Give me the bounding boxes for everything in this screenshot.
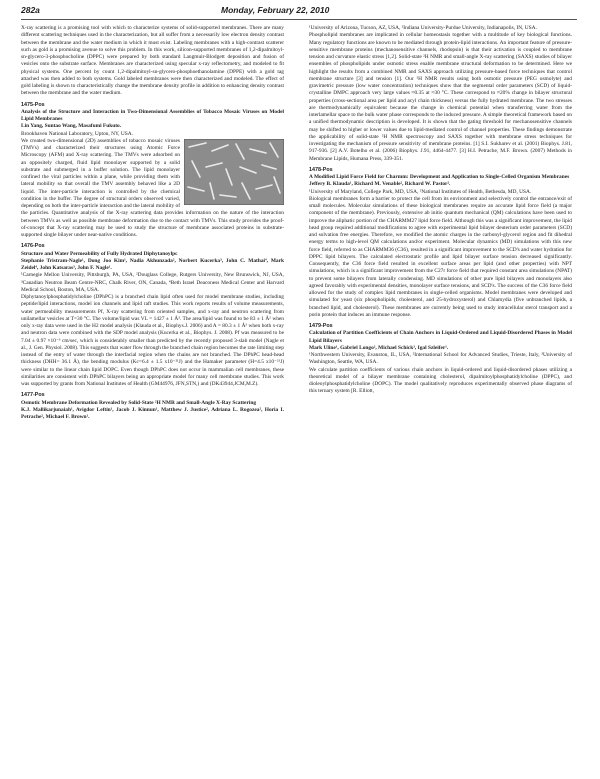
abstract-body: Biological membranes form a barrier to protect the cell from its environment and selectively control the entrance/exit of small molecules. Molecular simulations of these biological membranes require an accurate lipid force field (a major component of the membrane). Previously, extensive ab initio quantum mechanical (QM) calculations have been used to improve the aliphatic portion of the CHARMM27 lipid force field. Although this was a significant improvement, the lipid head group required additional modifications to agree with experimental lipid bilayer deuterium order parameters (SCD) and solvation free energies. Therefore, we modified the atomic charges in the carbonyl-glycerol region and fit dihedral energy terms to high-level QM calculations and/or experiment. Molecular dynamics (MD) simulations with this new force field, referred to as CHARMM36 (C36), resulted in a significant improvement to the SCD's and water hydration for DPPC lipid bilayers. The calculated electrostatic profile and lipid bilayer surface tension decreased significantly. Consequently, the C36 force field resulted in excellent surface areas per lipid (and other properties) with NPT simulations, which is a significant improvement from the C27r force field that required constant area simulations (NPAT) to prevent some bilayers from laterally condensing. MD simulations of other pure lipid bilayers and monolayers also agreed favorably with experimental densities, monolayer surface tensions, and SCD's. The success of the C36 force field allowed for the study of complex lipid membranes in single-celled organisms. Model membranes were developed and simulated for yeast (six phospholipids, cholesterol, and 25-hydroxysterol) and Chlamydia (five unbranched lipids, a branched lipid, and cholesterol). These membranes are currently being used to study intracellular sterol transport and a porin protein that induces an immune response. <box>309 195 572 318</box>
abstract-1479 <box>309 323 572 396</box>
abstract-number: 1476-Pos <box>21 243 45 250</box>
right-column <box>309 25 572 396</box>
abstract-affiliation: ¹University of Maryland, College Park, MD, USA, ²National Institutes of Health, Bethesda, MD, USA. <box>309 188 532 195</box>
abstract-title: Osmotic Membrane Deformation Revealed by Solid-State ²H NMR and Small-Angle X-Ray Scattering <box>21 399 257 406</box>
intro-paragraph: X-ray scattering is a promising tool with which to characterize systems of solid-supported membranes. There are many different scattering techniques used in the characterization, but all suffer from a necessarily low electron density contrast between the membrane and the water medium in which it must exist. Labeling membranes with a high-contrast scatterer such as gold is a promising avenue to solve this problem. In this work, silicon-supported membranes of 1,2-dipalmitoyl-sn-glycero-3-phosphocholine (DPPC) were prepared by both standard Langmuir-Blodgett deposition and fusion of vesicles onto the substrate surface. Membranes are characterized using specular x-ray reflectometry, and modeled to fit physical systems. One percent by count 1,2-dipalmitoyl-sn-glycero-phosphoethanolamine (DPPE) with a gold tag attached was then added to both systems. Gold labeled membranes were then characterized and modeled. The effect of gold labeling is shown to characteristically change the membrane density profile in addition to enhancing density contrast between the membrane and the water medium. <box>21 25 284 97</box>
abstract-body: We created two-dimensional (2D) assemblies of tobacco mosaic viruses (TMVs) and characterized their structures using Atomic Force Microscopy (AFM) and X-ray scattering. The TMVs were adsorbed on an oppositely charged, fluid lipid monolayer supported by a solid substrate and submerged in a buffer solution. The lipid monolayer confined the viral particles within a plane, while providing them with lateral mobility so that overall the TMV assembly behaved like a 2D liquid. The inter-particle interaction is controlled by the chemical condition in the buffer. The degree of structural orders observed varied, depending on both the inter-particle interaction and the lateral mobility of the particles. Quantitative analysis of the X-ray scattering data provides information on the nature of the interaction between TMVs as well as possible membrane deformation due to the contact with TMVs. This study provides the proof-of-concept that X-ray scattering may be used to study the structure of membrane associated proteins in substrate-supported single bilayer under near-native conditions. <box>21 137 284 238</box>
abstract-affiliation: ¹Northwestern University, Evanston, IL, USA, ²International School for Advanced Studies, Trieste, Italy, ³University of Washington, Seattle, WA, USA. <box>309 352 572 366</box>
abstract-authors: K.J. Mallikarjunaiah¹, Avigdor Leftin¹, Jacob J. Kinnun¹, Matthew J. Justice², Adriana L. Rogozea², Horia I. Petrache², Michael F. Brown¹. <box>21 406 284 420</box>
continuation-affiliation: ¹University of Arizona, Tucson, AZ, USA, ²Indiana University-Purdue University, Indianapolis, IN, USA. <box>309 25 537 31</box>
abstract-1477 <box>21 392 284 421</box>
abstract-title: A Modified Lipid Force Field for Charmm: Development and Application to Single-Celled Organism Membranes <box>309 174 570 180</box>
abstract-title: Analysis of the Structure and Interaction in Two-Dimensional Assemblies of Tobacco Mosaic Viruses on Model Lipid Membranes <box>21 108 284 122</box>
page-header <box>21 5 577 19</box>
abstract-number: 1475-Pos <box>21 101 45 108</box>
page-number: 282a <box>21 5 40 15</box>
issue-date: Monday, February 22, 2010 <box>221 5 330 15</box>
afm-figure <box>184 139 284 205</box>
abstract-body: We calculate partition coefficients of various chain anchors in liquid-ordered and liquid-disordered phases utilizing a theoretical model of a bilayer membrane containing cholesterol, dipalmitoylphosphatidylcholine (DPPC), and dioleoylphosphatidylcholine (DOPC). The model qualitatively reproduces experimentally observed phase diagrams of this ternary system [R. Elliott, <box>309 366 572 395</box>
abstract-authors: Jeffery B. Klauda¹, Richard M. Venable², Richard W. Pastor². <box>309 181 451 188</box>
continuation-body: Phospholipid membranes are implicated in cellular homeostasis together with a multitude of key biological functions. Many regulatory functions are known to be mediated through protein-lipid interactions. An important feature of pressure-sensitive membrane proteins (mechanosensitive channels, rhodopsin) is that their activation is coupled to membrane tension and curvature elastic stress [1,2]. Solid-state ²H NMR and small-angle X-ray scattering (SAXS) studies of bilayer ensembles of phospholipids under osmotic stress enable membrane structural deformation to be determined. Here we highlight the results from a combined NMR and SAXS approach utilizing pressure-based force techniques that control membrane structure [3] and tension [1]. Our ²H NMR results using both osmotic pressure (PEG osmolyte) and gravimetric pressure (low water concentration) techniques show that the segmental order parameters (SCD) of liquid-crystalline DMPC approach very large values ≈0.35 at ≈30 °C. These correspond to ≈20% change in bilayer structural properties (cross-sectional area per lipid and acyl chain thickness) versus the fully hydrated membrane. The two stresses are thermodynamically equivalent because the change in chemical potential when transferring water from the interlamellar space to the bulk water phase corresponds to the induced pressure. A simple theoretical framework based on a unified thermodynamic description is developed. It is shown that the gating threshold for mechanosensitive channels may be shifted to higher or lower values due to lipid-mediated control of channel properties. These findings demonstrate the applicability of solid-state ²H NMR spectroscopy and SAXS together with membrane stress techniques for investigating the mechanism of pressure sensitivity of membrane proteins. [1] S.I. Sukharev et al. (2001) Biophys. J.81, 917-936. [2] A.V. Botelho et al. (2006) Biophys. J.91, 4464-4477. [3] H.I. Petrache, M.F. Brown. (2007) Methods in Membrane Lipids, Humana Press, 339-351. <box>309 32 572 162</box>
abstract-affiliation: Brookhaven National Laboratory, Upton, NY, USA. <box>21 130 133 137</box>
abstract-1476 <box>21 243 284 388</box>
abstract-affiliation: ¹Carnegie Mellon University, Pittsburgh, PA, USA, ²Douglass College, Rutgers University, New Brunswick, NJ, USA, ³Canadian Neutron Beam Centre-NRC, Chalk River, ON, Canada, ⁴Beth Israel Deaconess Medical Center and Harvard Medical School, Boston, MA, USA. <box>21 272 284 293</box>
abstract-title: Structure and Water Permeability of Fully Hydrated Diphytanoylpc <box>21 250 178 257</box>
abstract-1478 <box>309 167 572 319</box>
abstract-authors: Lin Yang, Suntao Wang, Masafumi Fukuto. <box>21 123 122 130</box>
abstract-body: Diphytanoylphosphatidylcholine (DPhPC) is a branched chain lipid often used for model membrane studies, including peptide/lipid interactions, model ion channels and lipid raft studies. This work reports results of volume measurements, water permeability measurements Pf, X-ray scattering from oriented samples, and x-ray and neutron scattering from unilamellar vesicles at T=30 °C. The volume/lipid was VL = 1427 ± 1 Å³. The area/lipid was found to be 83 ± 1 Å² when only x-ray data were used in the H2 model analysis (Klauda et al., Biophys.J. 2006) and A = 80.3 ± 1 Å² when both x-ray and neutron data were combined with the SDP model analysis (Kucerka et al., Biophys. J. 2008). Pf was measured to be 7.04 ± 0.97 ×10⁻³ cm/sec, which is considerably smaller than predicted by the recently proposed 3-slab model (Nagle et al., J. Gen. Physiol. 2008). This suggests that water flow through the branched chain region becomes the rate limiting step instead of the entry of water through the interfacial region when the chains are not branched. The DPhPC head-head thickness (DHH= 36.1 Å), the bending modulus (Kc=6.4 ± 1.5 x10⁻²¹J) and the Hamaker parameter (H=4.5 x10⁻²¹J) were similar to the linear chain lipid DOPC. Even though DPhPC does not occur in mammalian cell membranes, these similarities are consistent with DPhPC bilayers being an appropriate model for many cell membrane studies. This work was supported by grants from National Institutes of Health (GM44976, JFN,STN,) and (DK43944,JCM,M.Z). <box>21 294 284 387</box>
header-rule <box>21 19 577 20</box>
abstract-number: 1477-Pos <box>21 392 45 399</box>
abstract-body-with-figure <box>21 138 284 240</box>
left-column <box>21 25 284 421</box>
abstract-authors: Mark Uline¹, Gabriel Longo², Michael Schick³, Igal Szleifer¹. <box>309 344 449 351</box>
abstract-number: 1479-Pos <box>309 323 333 329</box>
afm-image-graphic <box>184 139 284 205</box>
abstract-title: Calculation of Partition Coefficients of Chain Anchors in Liquid-Ordered and Liquid-Disordered Phases in Model Lipid Bilayers <box>309 330 572 344</box>
abstract-number: 1478-Pos <box>309 166 333 173</box>
abstract-1475 <box>21 102 284 240</box>
abstract-authors: Stephanie Tristram-Nagle¹, Dong Joo Kim¹, Nadia Akhunzada², Norbert Kucerka³, John C. Mathai⁴, Mark Zeidel⁴, John Katsaras³, John F. Nagle¹. <box>21 257 284 271</box>
